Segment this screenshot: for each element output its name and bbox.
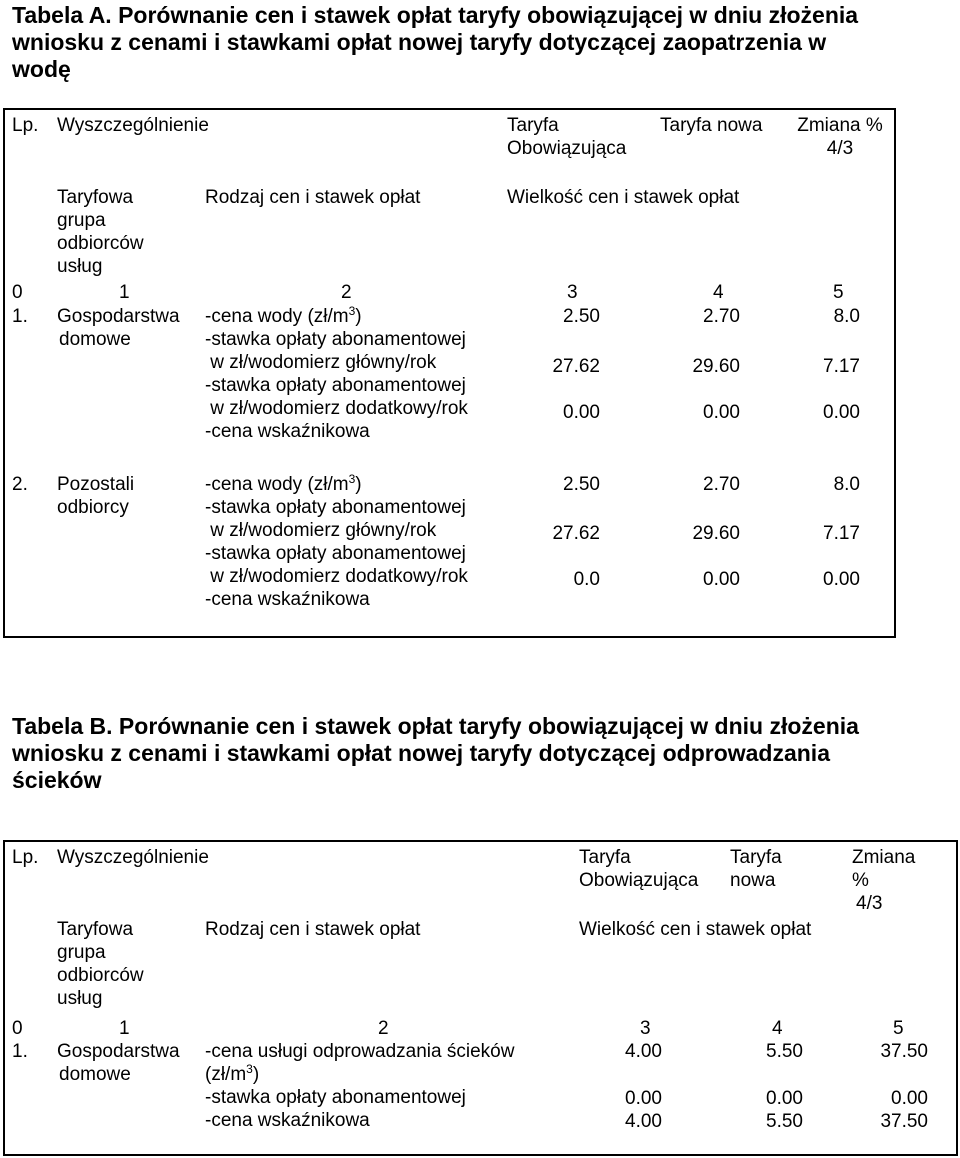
col-number: 4 [772,1018,783,1039]
table-a-title-line: wodę [12,56,71,82]
old-value: 27.62 [552,356,600,377]
change-value: 8.0 [833,306,860,327]
change-value: 37.50 [880,1111,928,1132]
col-number: 0 [12,282,23,303]
header-taryfowa-grupa: Taryfowa grupa odbiorców usług [57,187,144,277]
old-value: 0.0 [573,569,600,590]
header-taryfa-obowiazujaca: Taryfa Obowiązująca [579,847,699,891]
header-rodzaj: Rodzaj cen i stawek opłat [205,919,421,940]
header-wyszczegolnienie: Wyszczególnienie [57,115,209,136]
col-number: 1 [119,1018,130,1039]
new-value: 0.00 [703,402,740,423]
row-items: -cena usługi odprowadzania ścieków $(zł/m^3)$ -stawka opłaty abonamentowej -cena wskaźnikowa [205,1041,515,1131]
row-group: Gospodarstwa domowe [57,1041,180,1085]
header-taryfa-obowiazujaca: Taryfa Obowiązująca [507,115,627,159]
col-number: 3 [567,282,578,303]
new-value: 5.50 [766,1041,803,1062]
new-value: 5.50 [766,1111,803,1132]
header-wielkosc: Wielkość cen i stawek opłat [507,187,740,208]
new-value: 29.60 [692,523,740,544]
new-value: 2.70 [703,306,740,327]
table-b-bottom-border [3,1154,958,1156]
row-group: Pozostali odbiorcy [57,474,135,518]
table-a-title [12,2,948,83]
table-a-top-border [3,108,896,110]
table-a-right-border [894,108,896,638]
new-value: 0.00 [703,569,740,590]
table-b-top-border [3,840,958,842]
old-value: 4.00 [625,1041,662,1062]
old-value: 0.00 [625,1088,662,1109]
old-value: 0.00 [563,402,600,423]
change-value: 0.00 [823,402,860,423]
row-group: Gospodarstwa domowe [57,306,180,350]
table-b-title-line: wniosku z cenami i stawkami opłat nowej taryfy dotyczącej odprowadzania [12,740,830,766]
header-wyszczegolnienie: Wyszczególnienie [57,847,209,868]
old-value: 2.50 [563,306,600,327]
col-number: 1 [119,282,130,303]
row-items: -cena wody $(zł/m^3)$ -stawka opłaty abonamentowej w zł/wodomierz główny/rok -stawka opłaty abonamentowej w zł/wodomierz dodatkowy/rok -cena wskaźnikowa [205,472,468,610]
table-a-left-border [3,108,5,638]
header-lp: Lp. [12,115,39,136]
table-b-title-line: Tabela B. Porównanie cen i stawek opłat taryfy obowiązującej w dniu złożenia [12,713,859,739]
new-value: 2.70 [703,474,740,495]
col-number: 5 [893,1018,904,1039]
change-value: 37.50 [880,1041,928,1062]
old-value: 2.50 [563,474,600,495]
change-value: 7.17 [823,356,860,377]
change-value: 0.00 [891,1088,928,1109]
new-value: 29.60 [692,356,740,377]
col-number: 2 [378,1018,389,1039]
col-number: 4 [713,282,724,303]
col-number: 5 [833,282,844,303]
change-value: 0.00 [823,569,860,590]
col-number: 2 [341,282,352,303]
header-wielkosc: Wielkość cen i stawek opłat [579,919,812,940]
col-number: 3 [640,1018,651,1039]
table-a-title-line: wniosku z cenami i stawkami opłat nowej taryfy dotyczącej zaopatrzenia w [12,29,827,55]
table-b-right-border [956,840,958,1156]
old-value: 27.62 [552,523,600,544]
table-b-left-border [3,840,5,1156]
row-lp: 2. [12,474,28,495]
table-b-title [12,713,948,794]
table-a-title-line: Tabela A. Porównanie cen i stawek opłat taryfy obowiązującej w dniu złożenia [12,2,859,28]
row-lp: 1. [12,1041,28,1062]
row-lp: 1. [12,306,28,327]
header-taryfa-nowa: Taryfa nowa [660,115,763,136]
header-taryfowa-grupa: Taryfowa grupa odbiorców usług [57,919,144,1009]
table-a-bottom-border [3,636,896,638]
change-value: 8.0 [833,474,860,495]
change-value: 7.17 [823,523,860,544]
header-zmiana: Zmiana % 4/3 [797,115,883,159]
new-value: 0.00 [766,1088,803,1109]
row-items: -cena wody $(zł/m^3)$ -stawka opłaty abonamentowej w zł/wodomierz główny/rok -stawka opłaty abonamentowej w zł/wodomierz dodatkowy/rok -cena wskaźnikowa [205,304,468,442]
old-value: 4.00 [625,1111,662,1132]
header-zmiana: Zmiana % 4/3 [852,847,916,914]
header-taryfa-nowa: Taryfa nowa [730,847,782,891]
header-lp: Lp. [12,847,39,868]
col-number: 0 [12,1018,23,1039]
header-rodzaj: Rodzaj cen i stawek opłat [205,187,421,208]
table-b-title-line: ścieków [12,767,102,793]
